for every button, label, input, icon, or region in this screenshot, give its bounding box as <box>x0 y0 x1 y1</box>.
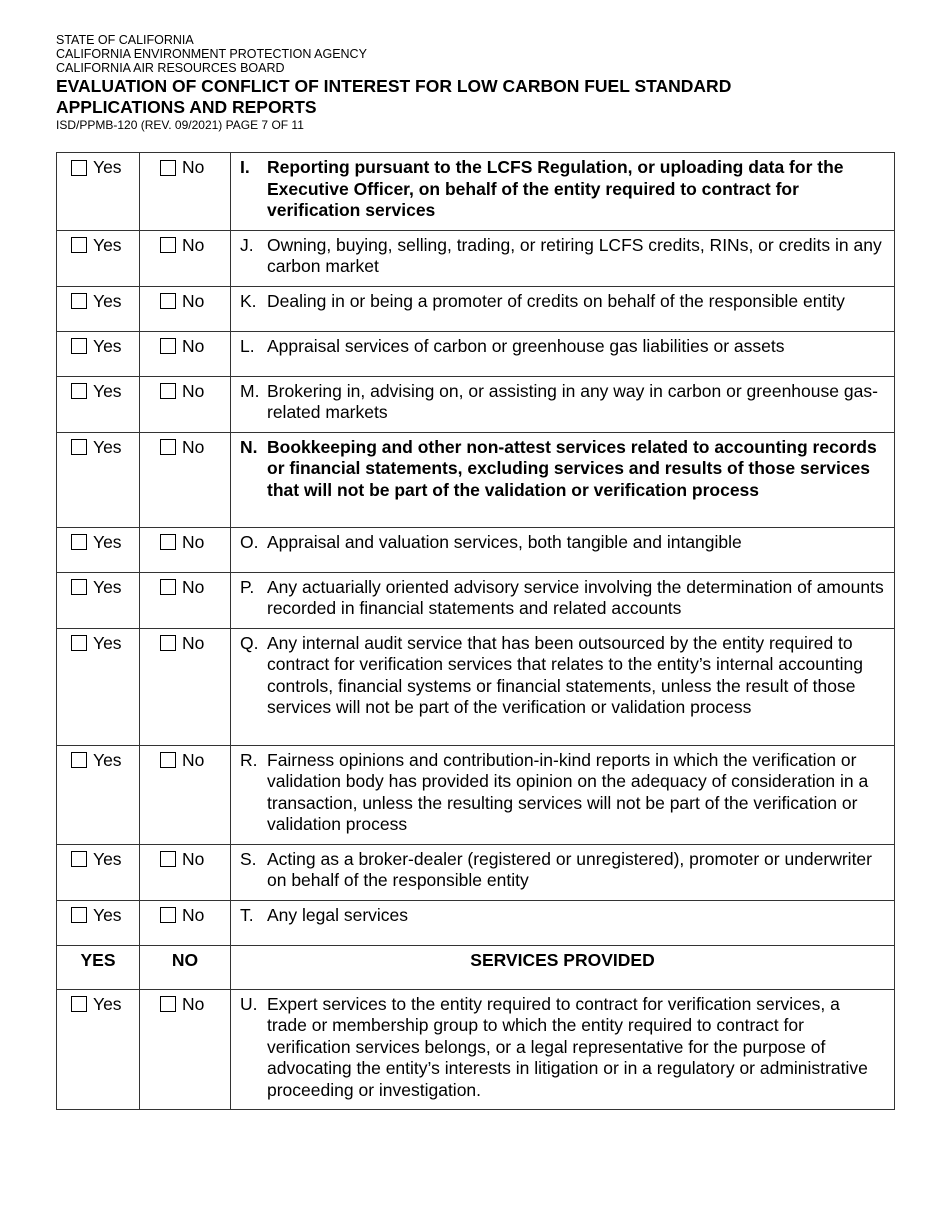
section-header-no: NO <box>140 945 231 989</box>
no-label: No <box>182 157 205 177</box>
no-cell <box>140 286 231 331</box>
item-text: Fairness opinions and contribution-in-kind reports in which the verification or validation body has provided its opinion on the adequacy of consideration in a transaction, unless the resulting services will not be part of the verification or validation process <box>267 749 869 834</box>
yes-checkbox[interactable] <box>71 383 87 399</box>
item-content <box>240 994 884 1102</box>
no-cell <box>140 844 231 900</box>
yes-cell <box>57 230 140 286</box>
yes-cell <box>57 745 140 844</box>
item-letter: L. <box>240 335 255 356</box>
yes-option[interactable] <box>57 231 139 256</box>
no-checkbox[interactable] <box>160 534 176 550</box>
no-cell <box>140 628 231 745</box>
yes-cell <box>57 153 140 231</box>
no-label: No <box>182 632 205 653</box>
yes-option[interactable] <box>57 528 139 553</box>
no-option[interactable] <box>140 901 230 926</box>
item-row-n <box>57 432 895 527</box>
item-cell <box>231 286 895 331</box>
item-text: Acting as a broker-dealer (registered or unregistered), promoter or underwriter on behalf of the responsible entity <box>267 848 872 890</box>
yes-cell <box>57 900 140 945</box>
no-checkbox[interactable] <box>160 851 176 867</box>
item-cell <box>231 230 895 286</box>
yes-option[interactable] <box>57 332 139 357</box>
item-cell <box>231 376 895 432</box>
yes-checkbox[interactable] <box>71 293 87 309</box>
no-cell <box>140 432 231 527</box>
item-content <box>240 235 884 278</box>
yes-checkbox[interactable] <box>71 439 87 455</box>
no-cell <box>140 230 231 286</box>
yes-label: Yes <box>93 335 122 356</box>
no-label: No <box>182 290 205 311</box>
form-header <box>56 33 896 132</box>
yes-label: Yes <box>93 576 122 597</box>
yes-label: Yes <box>93 993 122 1014</box>
item-text: Owning, buying, selling, trading, or retiring LCFS credits, RINs, or credits in any carbon market <box>267 234 882 276</box>
item-content <box>240 633 884 719</box>
yes-cell <box>57 376 140 432</box>
yes-option[interactable] <box>57 377 139 402</box>
no-label: No <box>182 904 205 925</box>
yes-cell <box>57 572 140 628</box>
yes-label: Yes <box>93 157 122 177</box>
item-content <box>240 750 884 836</box>
no-checkbox[interactable] <box>160 907 176 923</box>
no-checkbox[interactable] <box>160 439 176 455</box>
item-letter: N. <box>240 436 258 457</box>
yes-checkbox[interactable] <box>71 579 87 595</box>
item-cell <box>231 628 895 745</box>
section-header-row <box>57 945 895 989</box>
yes-label: Yes <box>93 848 122 869</box>
item-letter: T. <box>240 904 254 925</box>
item-row-i <box>57 153 895 231</box>
form-title-line-1: EVALUATION OF CONFLICT OF INTEREST FOR LOW CARBON FUEL STANDARD <box>56 76 732 96</box>
yes-cell <box>57 989 140 1110</box>
yes-cell <box>57 628 140 745</box>
yes-label: Yes <box>93 632 122 653</box>
no-option[interactable] <box>140 377 230 402</box>
no-option[interactable] <box>140 287 230 312</box>
no-cell <box>140 153 231 231</box>
item-text: Reporting pursuant to the LCFS Regulation, or uploading data for the Executive Officer, on behalf of the entity required to contract for verification services <box>267 157 844 220</box>
no-option[interactable] <box>140 746 230 771</box>
items-section-a <box>57 153 895 946</box>
item-letter: J. <box>240 234 254 255</box>
item-row-m <box>57 376 895 432</box>
item-content <box>240 849 884 892</box>
yes-label: Yes <box>93 749 122 770</box>
yes-checkbox[interactable] <box>71 752 87 768</box>
item-content <box>240 381 884 424</box>
yes-option[interactable] <box>57 746 139 771</box>
yes-cell <box>57 432 140 527</box>
items-section-b <box>57 989 895 1110</box>
no-label: No <box>182 531 205 552</box>
yes-cell <box>57 527 140 572</box>
item-cell <box>231 745 895 844</box>
no-label: No <box>182 380 205 401</box>
no-label: No <box>182 335 205 356</box>
item-text: Appraisal and valuation services, both tangible and intangible <box>267 531 742 552</box>
yes-option[interactable] <box>57 573 139 598</box>
no-checkbox[interactable] <box>160 160 176 176</box>
no-label: No <box>182 993 205 1014</box>
no-checkbox[interactable] <box>160 383 176 399</box>
item-text: Dealing in or being a promoter of credits on behalf of the responsible entity <box>267 290 845 311</box>
yes-option[interactable] <box>57 845 139 870</box>
item-text: Bookkeeping and other non-attest services related to accounting records or financial statements, excluding services and results of those services that will not be part of the validation or verification process <box>267 436 877 500</box>
item-letter: Q. <box>240 632 259 653</box>
item-row-q <box>57 628 895 745</box>
item-row-o <box>57 527 895 572</box>
no-label: No <box>182 848 205 869</box>
item-text: Expert services to the entity required to contract for verification services, a trade or membership group to which the entity required to contract for verification services belongs, or a legal representative for the purpose of advocating the entity’s interests in litigation or in a regulatory or administrative proceeding or investigation. <box>267 993 868 1100</box>
yes-checkbox[interactable] <box>71 338 87 354</box>
item-row-u <box>57 989 895 1110</box>
agency-line-state: STATE OF CALIFORNIA <box>56 33 194 47</box>
no-option[interactable] <box>140 573 230 598</box>
yes-option[interactable] <box>57 901 139 926</box>
no-cell <box>140 527 231 572</box>
item-content <box>240 905 884 927</box>
no-cell <box>140 989 231 1110</box>
yes-option[interactable] <box>57 153 139 178</box>
yes-label: Yes <box>93 436 122 457</box>
item-text: Any legal services <box>267 904 409 925</box>
item-letter: K. <box>240 290 257 311</box>
yes-label: Yes <box>93 904 122 925</box>
section-header-title: SERVICES PROVIDED <box>231 945 895 989</box>
yes-label: Yes <box>93 531 122 552</box>
item-letter: O. <box>240 531 259 552</box>
item-row-t <box>57 900 895 945</box>
yes-option[interactable] <box>57 629 139 654</box>
yes-checkbox[interactable] <box>71 907 87 923</box>
yes-option[interactable] <box>57 990 139 1015</box>
yes-option[interactable] <box>57 287 139 312</box>
item-content <box>240 532 884 554</box>
item-letter: R. <box>240 749 258 770</box>
yes-label: Yes <box>93 290 122 311</box>
no-label: No <box>182 576 205 597</box>
no-checkbox[interactable] <box>160 579 176 595</box>
conflict-of-interest-table <box>56 152 895 1110</box>
no-checkbox[interactable] <box>160 752 176 768</box>
no-option[interactable] <box>140 433 230 458</box>
no-option[interactable] <box>140 153 230 178</box>
yes-label: Yes <box>93 380 122 401</box>
no-option[interactable] <box>140 231 230 256</box>
item-cell <box>231 572 895 628</box>
no-checkbox[interactable] <box>160 996 176 1012</box>
yes-checkbox[interactable] <box>71 237 87 253</box>
item-letter: S. <box>240 848 257 869</box>
item-letter: I. <box>240 157 250 177</box>
yes-checkbox[interactable] <box>71 851 87 867</box>
item-cell <box>231 900 895 945</box>
no-label: No <box>182 436 205 457</box>
item-cell <box>231 153 895 231</box>
no-checkbox[interactable] <box>160 635 176 651</box>
no-option[interactable] <box>140 528 230 553</box>
yes-checkbox[interactable] <box>71 996 87 1012</box>
no-label: No <box>182 234 205 255</box>
form-title-line-2: APPLICATIONS AND REPORTS <box>56 97 317 117</box>
item-cell <box>231 331 895 376</box>
item-content <box>240 291 884 313</box>
yes-cell <box>57 844 140 900</box>
item-cell <box>231 527 895 572</box>
item-letter: U. <box>240 993 258 1014</box>
item-text: Any actuarially oriented advisory service involving the determination of amounts recorded in financial statements and related accounts <box>267 576 884 618</box>
item-row-j <box>57 230 895 286</box>
item-row-r <box>57 745 895 844</box>
item-text: Appraisal services of carbon or greenhouse gas liabilities or assets <box>267 335 785 356</box>
yes-cell <box>57 331 140 376</box>
item-text: Brokering in, advising on, or assisting in any way in carbon or greenhouse gas-related markets <box>267 380 878 422</box>
yes-option[interactable] <box>57 433 139 458</box>
yes-checkbox[interactable] <box>71 160 87 176</box>
item-letter: P. <box>240 576 255 597</box>
yes-cell <box>57 286 140 331</box>
no-option[interactable] <box>140 990 230 1015</box>
item-cell <box>231 989 895 1110</box>
no-checkbox[interactable] <box>160 237 176 253</box>
no-option[interactable] <box>140 629 230 654</box>
no-cell <box>140 331 231 376</box>
item-row-k <box>57 286 895 331</box>
item-content <box>240 577 884 620</box>
no-option[interactable] <box>140 332 230 357</box>
item-content <box>240 437 884 502</box>
yes-checkbox[interactable] <box>71 635 87 651</box>
item-content <box>240 336 884 358</box>
no-cell <box>140 572 231 628</box>
no-label: No <box>182 749 205 770</box>
item-row-l <box>57 331 895 376</box>
item-text: Any internal audit service that has been outsourced by the entity required to contract for verification services that relates to the entity’s internal accounting controls, financial systems or financial statements, unless the result of those services will not be part of the verification or validation process <box>267 632 863 717</box>
form-number: ISD/PPMB-120 (REV. 09/2021) PAGE 7 OF 11 <box>56 118 304 132</box>
item-cell <box>231 432 895 527</box>
item-content <box>240 157 884 222</box>
no-cell <box>140 900 231 945</box>
no-cell <box>140 376 231 432</box>
section-header <box>57 945 895 989</box>
yes-checkbox[interactable] <box>71 534 87 550</box>
agency-line-epa: CALIFORNIA ENVIRONMENT PROTECTION AGENCY <box>56 47 367 61</box>
item-row-p <box>57 572 895 628</box>
item-row-s <box>57 844 895 900</box>
no-cell <box>140 745 231 844</box>
item-letter: M. <box>240 380 260 401</box>
section-header-yes: YES <box>57 945 140 989</box>
item-cell <box>231 844 895 900</box>
no-checkbox[interactable] <box>160 338 176 354</box>
no-checkbox[interactable] <box>160 293 176 309</box>
no-option[interactable] <box>140 845 230 870</box>
yes-label: Yes <box>93 234 122 255</box>
agency-line-arb: CALIFORNIA AIR RESOURCES BOARD <box>56 61 285 75</box>
